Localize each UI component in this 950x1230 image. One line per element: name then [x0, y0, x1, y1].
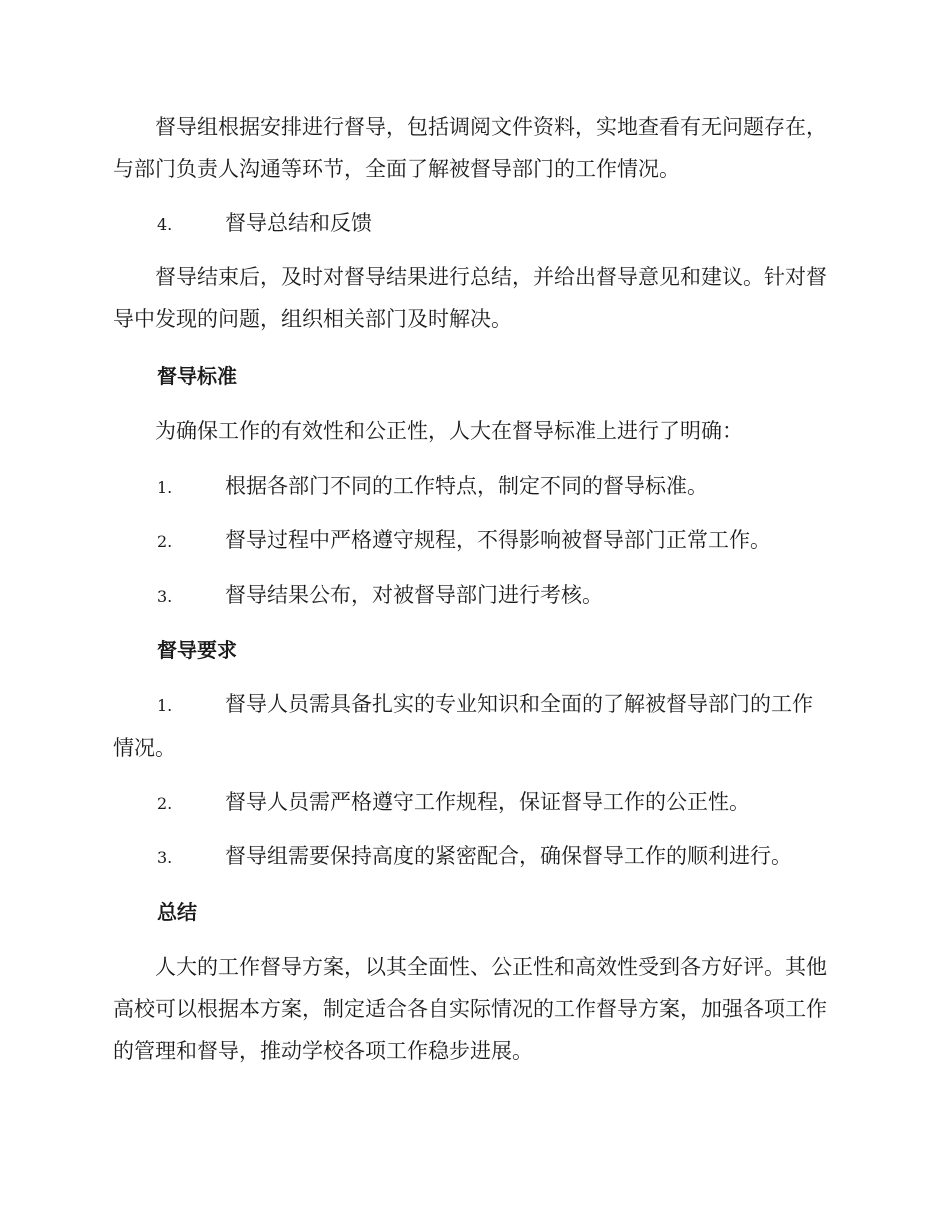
list-text: 督导总结和反馈	[225, 211, 372, 235]
list-text: 督导组需要保持高度的紧密配合，确保督导工作的顺利进行。	[225, 844, 792, 868]
heading-requirements	[113, 635, 835, 665]
list-text-continuation: 情况。	[113, 736, 176, 760]
paragraph-summary-feedback	[113, 256, 835, 340]
paragraph-text: 人大的工作督导方案，以其全面性、公正性和高效性受到各方好评。其他高校可以根据本方案，制定适合各自实际情况的工作督导方案，加强各项工作的管理和督导，推动学校各项工作稳步进展。	[113, 955, 827, 1063]
list-item-standard-1	[113, 465, 835, 509]
list-number: 4.	[157, 215, 173, 234]
list-number: 1.	[157, 696, 173, 715]
list-item-step-4	[113, 202, 835, 246]
paragraph-standards-intro	[113, 410, 835, 452]
heading-summary	[113, 897, 835, 927]
section-heading: 督导标准	[157, 364, 237, 388]
paragraph-text: 督导结束后，及时对督导结果进行总结，并给出督导意见和建议。针对督导中发现的问题，组织相关部门及时解决。	[113, 265, 827, 331]
paragraph-inspection-process	[113, 106, 835, 190]
heading-standards	[113, 361, 835, 391]
list-item-standard-3	[113, 574, 835, 618]
list-number: 2.	[157, 794, 173, 813]
list-text: 督导人员需具备扎实的专业知识和全面的了解被督导部门的工作	[225, 692, 813, 716]
list-text: 督导结果公布，对被督导部门进行考核。	[225, 583, 603, 607]
list-item-requirement-1	[113, 683, 835, 769]
list-item-standard-2	[113, 519, 835, 563]
paragraph-text: 督导组根据安排进行督导，包括调阅文件资料，实地查看有无问题存在，与部门负责人沟通等环节，全面了解被督导部门的工作情况。	[113, 115, 827, 181]
list-number: 1.	[157, 478, 173, 497]
list-text: 督导人员需严格遵守工作规程，保证督导工作的公正性。	[225, 790, 750, 814]
list-text: 根据各部门不同的工作特点，制定不同的督导标准。	[225, 474, 708, 498]
list-number: 3.	[157, 587, 173, 606]
paragraph-conclusion	[113, 946, 835, 1072]
list-text: 督导过程中严格遵守规程，不得影响被督导部门正常工作。	[225, 528, 771, 552]
list-number: 2.	[157, 532, 173, 551]
list-number: 3.	[157, 848, 173, 867]
section-heading: 总结	[157, 900, 197, 924]
list-item-requirement-2	[113, 781, 835, 825]
paragraph-text: 为确保工作的有效性和公正性，人大在督导标准上进行了明确：	[155, 419, 743, 443]
section-heading: 督导要求	[157, 638, 237, 662]
list-item-requirement-3	[113, 835, 835, 879]
